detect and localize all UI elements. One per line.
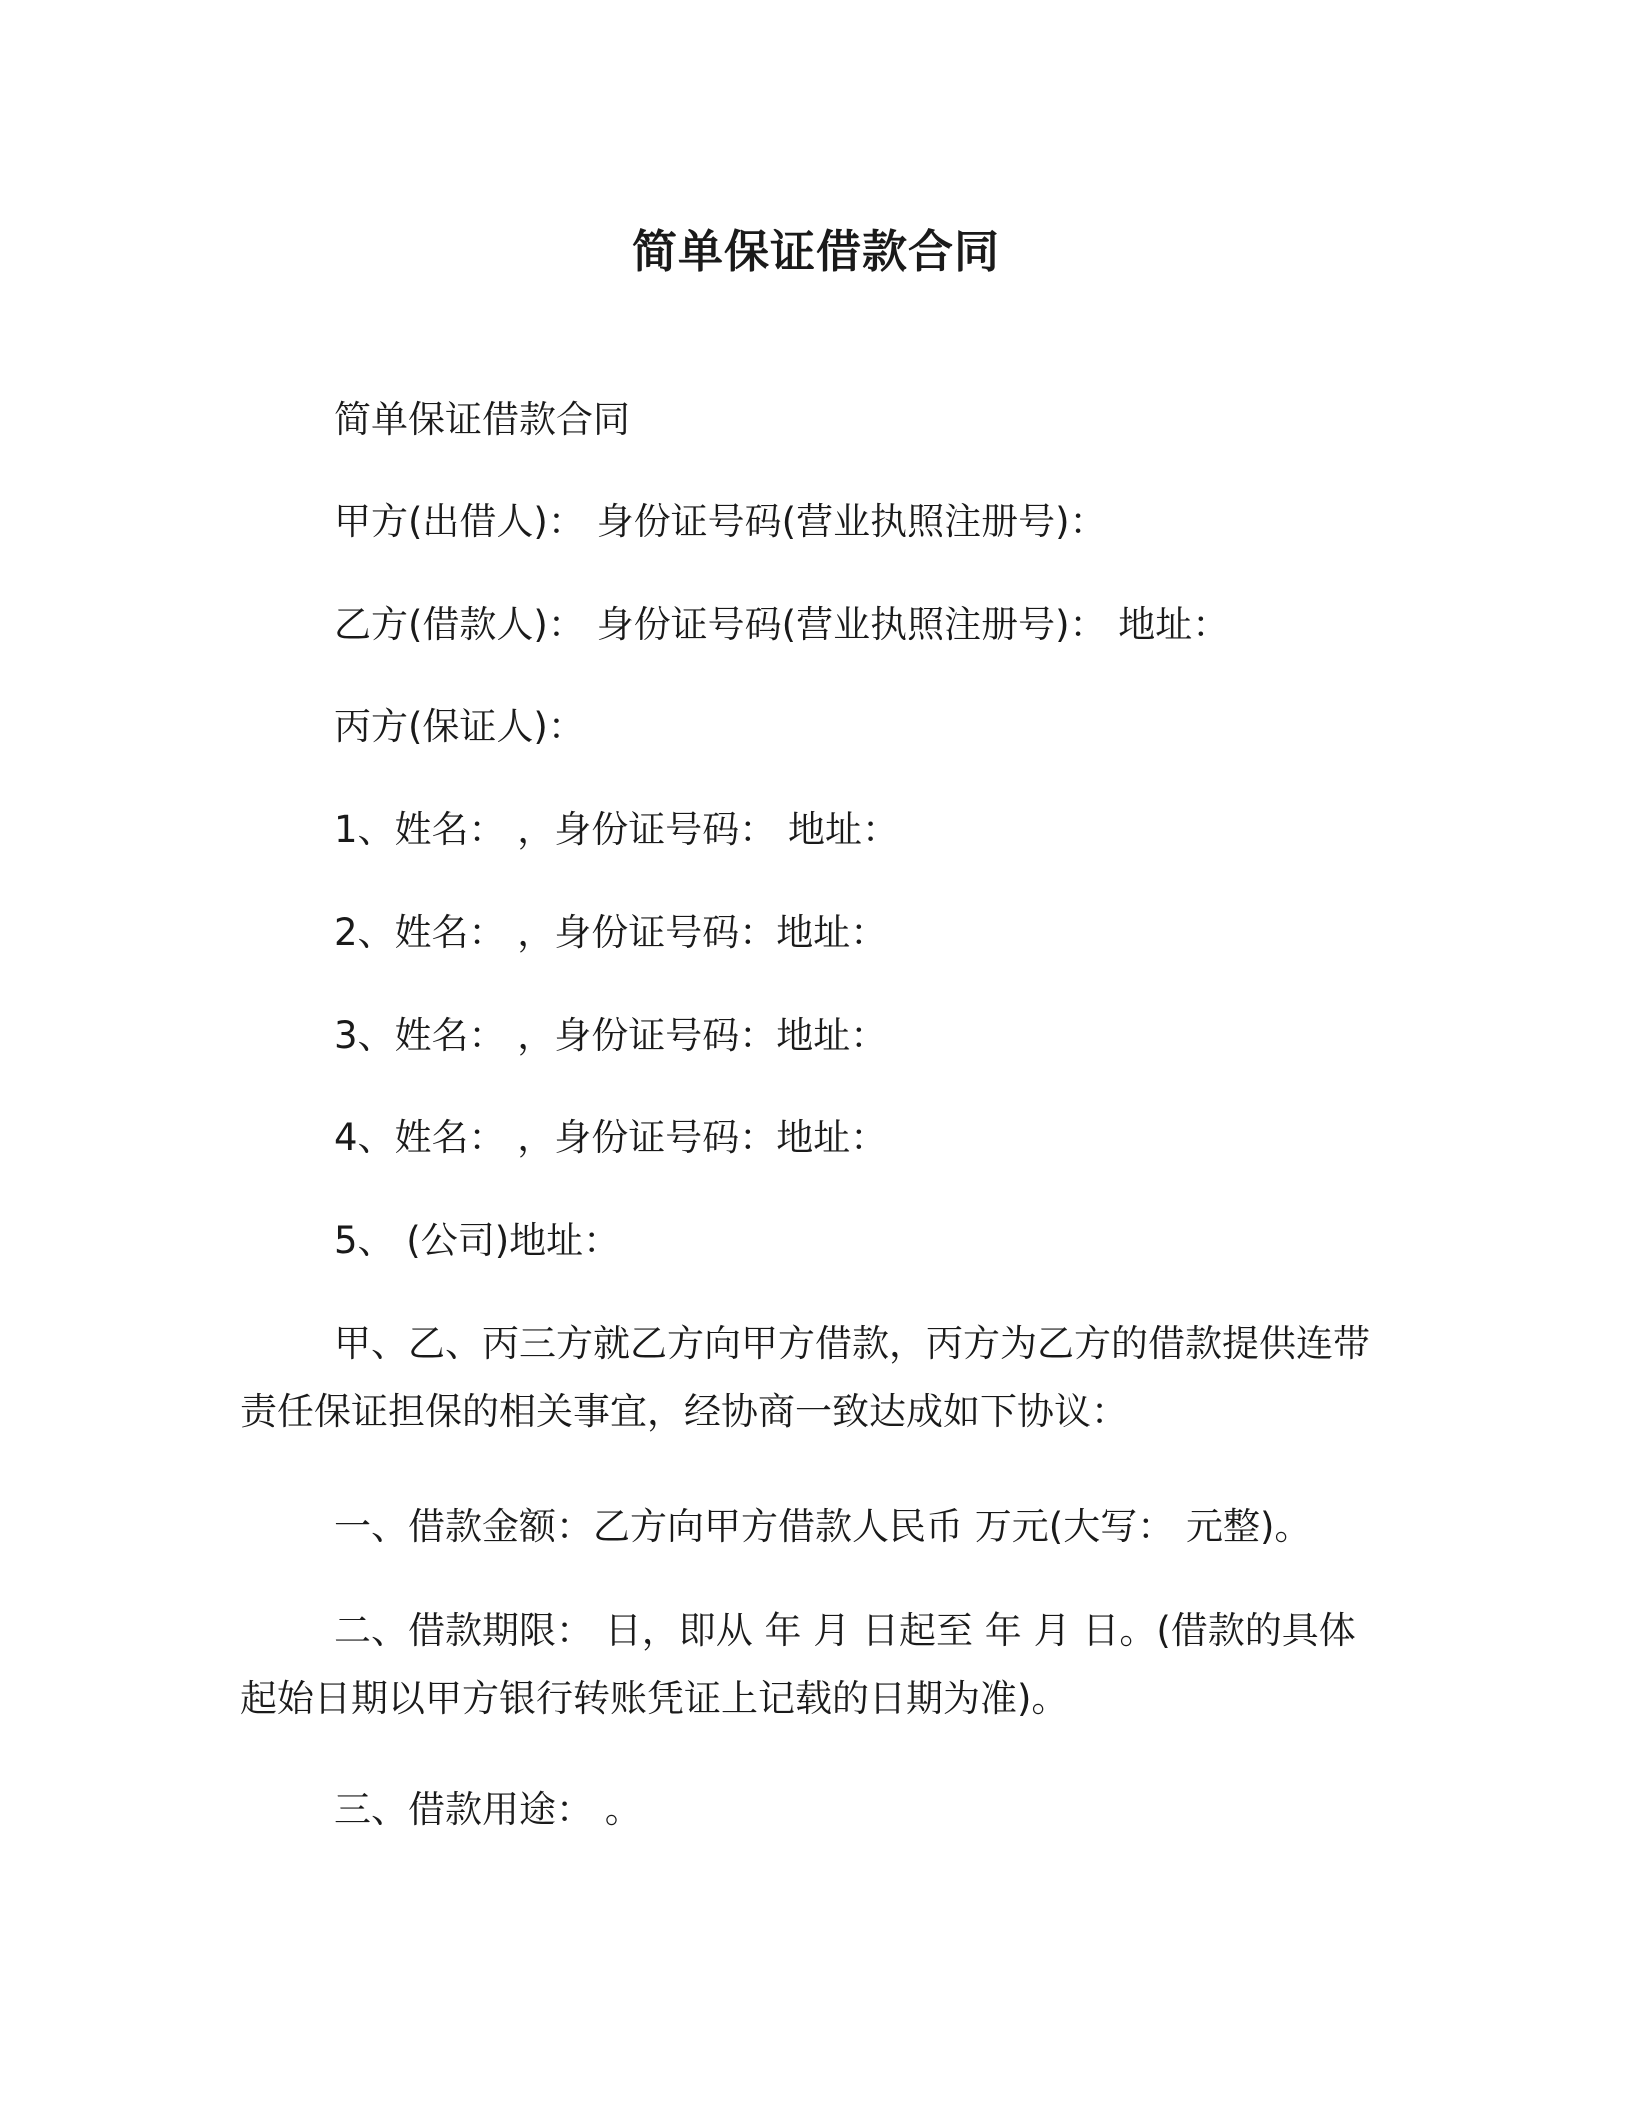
contract-subtitle: 简单保证借款合同 <box>334 398 630 441</box>
clause-loan-amount: 一、借款金额：乙方向甲方借款人民币 万元(大写： 元整)。 <box>334 1505 1312 1548</box>
party-a-line: 甲方(出借人)： 身份证号码(营业执照注册号)： <box>334 500 1107 543</box>
document-title: 简单保证借款合同 <box>631 225 1000 278</box>
clause-loan-purpose: 三、借款用途： 。 <box>334 1788 642 1831</box>
guarantor-5-line: 5、 (公司)地址： <box>334 1219 621 1262</box>
preamble-paragraph: 甲、乙、丙三方就乙方向甲方借款，丙方为乙方的借款提供连带责任保证担保的相关事宜，经协商一致达成如下协议： <box>240 1322 1370 1433</box>
guarantor-4-line: 4、姓名： ，身份证号码：地址： <box>334 1116 888 1159</box>
guarantor-1-line: 1、姓名： ，身份证号码： 地址： <box>334 808 900 851</box>
party-b-line: 乙方(借款人)： 身份证号码(营业执照注册号)： 地址： <box>334 603 1230 646</box>
guarantor-2-line: 2、姓名： ，身份证号码：地址： <box>334 911 888 954</box>
clause-loan-term: 二、借款期限： 日，即从 年 月 日起至 年 月 日。(借款的具体起始日期以甲方银行转账凭证上记载的日期为准)。 <box>240 1609 1356 1720</box>
party-c-line: 丙方(保证人)： <box>334 705 585 748</box>
guarantor-3-line: 3、姓名： ，身份证号码：地址： <box>334 1014 888 1057</box>
